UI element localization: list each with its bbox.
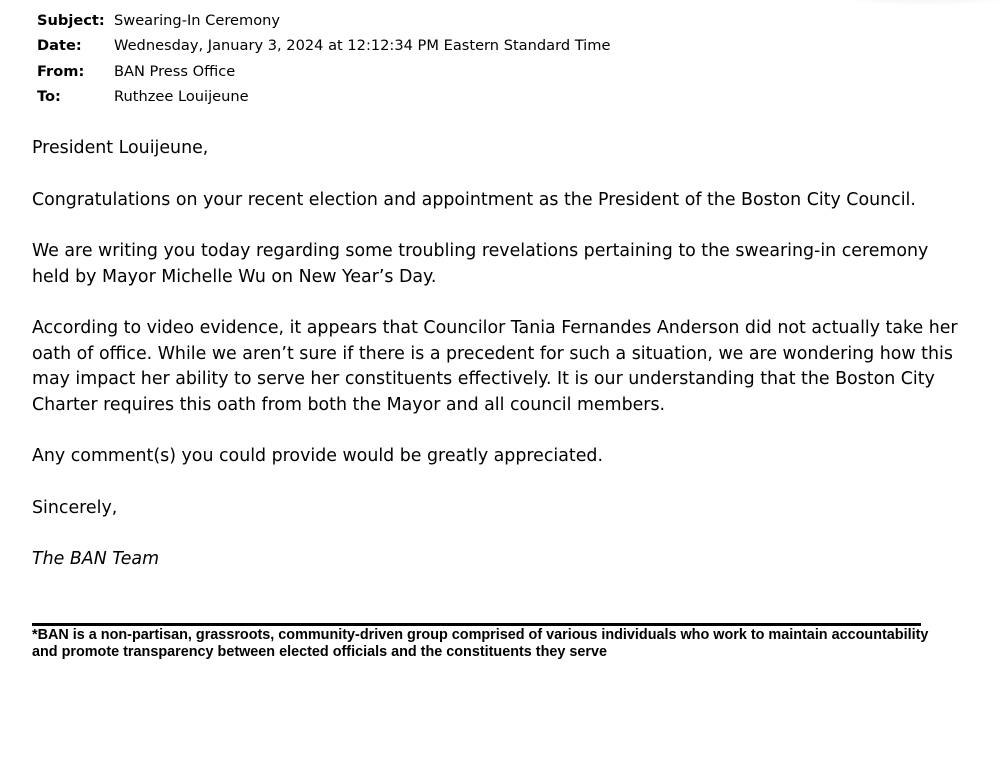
greeting: President Louijeune, [32,138,209,158]
email-body [32,136,962,599]
from-row [37,59,610,84]
subject-value: Swearing-In Ceremony [114,12,281,29]
to-label: To: [37,88,61,106]
closing: Sincerely, [32,497,118,518]
subject-label: Subject: [37,12,105,29]
footnote-divider [32,623,921,626]
signature: The BAN Team [32,549,160,569]
to-value: Ruthzee Louijeune [114,88,249,106]
body-paragraph: According to video evidence, it appears that Councilor Tania Fernandes Anderson did not actually take her oath of office. While we aren’t sure if there is a precedent for such a situation, we are wondering how this may impact her ability to serve her constituents effectively. It is our understanding that the Boston City Charter requires this oath from both the Mayor and all council members. [32,318,958,415]
subject-row [37,8,610,33]
from-label: From: [37,62,85,80]
body-paragraph: Congratulations on your recent election and appointment as the President of the Boston City Council. [32,189,916,210]
body-paragraph: Any comment(s) you could provide would be greatly appreciated. [32,446,603,466]
from-value: BAN Press Office [114,62,236,80]
date-value: Wednesday, January 3, 2024 at 12:12:34 PM Eastern Standard Time [114,37,611,55]
body-paragraph: We are writing you today regarding some troubling revelations pertaining to the swearing-in ceremony held by Mayor Michelle Wu on New Year’s Day. [32,241,929,287]
footnote: *BAN is a non-partisan, grassroots, community-driven group comprised of various individuals who work to maintain accountability and promote transparency between elected officials and the constituents they serve [32,627,929,660]
email-header [37,8,610,110]
page-corner-shadow [800,0,1000,6]
date-row [37,33,610,58]
date-label: Date: [37,37,82,55]
to-row [37,84,610,109]
